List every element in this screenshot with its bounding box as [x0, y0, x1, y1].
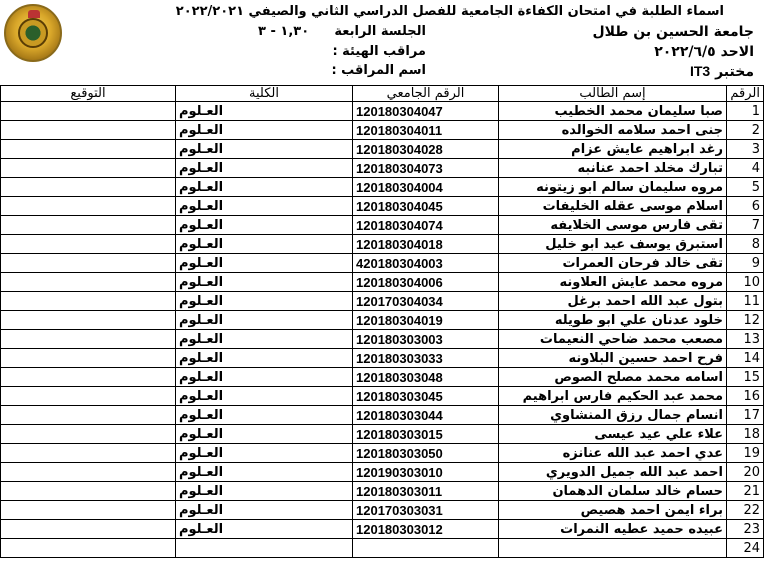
- row-number: 2: [727, 121, 764, 140]
- table-row: [1, 520, 764, 539]
- col-name-header: إسم الطالب: [499, 86, 727, 102]
- student-name: تبارك مخلد احمد عنانبه: [499, 159, 727, 178]
- student-name: تقى فارس موسى الخلايفه: [499, 216, 727, 235]
- faculty-cell: العـلوم: [176, 292, 353, 311]
- student-name: احمد عبد الله جميل الدويري: [499, 463, 727, 482]
- faculty-cell: [176, 539, 353, 558]
- signature-cell: [1, 140, 176, 159]
- table-row: [1, 102, 764, 121]
- signature-cell: [1, 235, 176, 254]
- faculty-cell: العـلوم: [176, 368, 353, 387]
- signature-cell: [1, 406, 176, 425]
- student-id: 120180304045: [353, 197, 499, 216]
- row-number: 9: [727, 254, 764, 273]
- table-row: [1, 216, 764, 235]
- student-name: مصعب محمد ضاحي النعيمات: [499, 330, 727, 349]
- table-row: [1, 387, 764, 406]
- table-row: [1, 349, 764, 368]
- student-name: خلود عدنان علي ابو طويله: [499, 311, 727, 330]
- student-name: اسامه محمد مصلح الصوص: [499, 368, 727, 387]
- col-id-header: الرقم الجامعي: [353, 86, 499, 102]
- signature-cell: [1, 425, 176, 444]
- row-number: 20: [727, 463, 764, 482]
- row-number: 3: [727, 140, 764, 159]
- faculty-cell: العـلوم: [176, 330, 353, 349]
- col-faculty-header: الكلية: [176, 86, 353, 102]
- student-id: 120180304047: [353, 102, 499, 121]
- signature-cell: [1, 197, 176, 216]
- table-row: [1, 425, 764, 444]
- student-id: 120180304018: [353, 235, 499, 254]
- student-id: 120180304073: [353, 159, 499, 178]
- table-row: [1, 254, 764, 273]
- student-id: 120170304034: [353, 292, 499, 311]
- proctor-name-label: اسم المراقب :: [331, 63, 426, 78]
- session-time: ١,٣٠ - ٣: [258, 24, 310, 39]
- student-id: 120180304006: [353, 273, 499, 292]
- table-row: [1, 235, 764, 254]
- faculty-cell: العـلوم: [176, 102, 353, 121]
- row-number: 24: [727, 539, 764, 558]
- student-id: 120180303045: [353, 387, 499, 406]
- row-number: 16: [727, 387, 764, 406]
- table-row: [1, 159, 764, 178]
- row-number: 12: [727, 311, 764, 330]
- table-header-row: [1, 86, 764, 102]
- student-id: [353, 539, 499, 558]
- student-name: جنى احمد سلامه الخوالده: [499, 121, 727, 140]
- session-label: الجلسة الرابعة: [334, 24, 426, 39]
- faculty-cell: العـلوم: [176, 482, 353, 501]
- table-row: [1, 444, 764, 463]
- student-id: 120180304074: [353, 216, 499, 235]
- student-id: 120180304028: [353, 140, 499, 159]
- row-number: 14: [727, 349, 764, 368]
- student-name: اسلام موسى عقله الخليفات: [499, 197, 727, 216]
- faculty-cell: العـلوم: [176, 121, 353, 140]
- signature-cell: [1, 387, 176, 406]
- row-number: 1: [727, 102, 764, 121]
- student-id: 120180303011: [353, 482, 499, 501]
- student-name: عدي احمد عبد الله عنانزه: [499, 444, 727, 463]
- student-name: محمد عبد الحكيم فارس ابراهيم: [499, 387, 727, 406]
- table-row: [1, 482, 764, 501]
- faculty-cell: العـلوم: [176, 140, 353, 159]
- row-number: 11: [727, 292, 764, 311]
- student-name: مروه سليمان سالم ابو زيتونه: [499, 178, 727, 197]
- signature-cell: [1, 368, 176, 387]
- signature-cell: [1, 273, 176, 292]
- lab-code: IT3: [689, 63, 711, 79]
- faculty-cell: العـلوم: [176, 178, 353, 197]
- student-id: 120180303033: [353, 349, 499, 368]
- signature-cell: [1, 159, 176, 178]
- table-row: [1, 292, 764, 311]
- table-row: [1, 197, 764, 216]
- lab-prefix: مختبر: [715, 64, 754, 80]
- student-name: تقى خالد فرحان العمرات: [499, 254, 727, 273]
- row-number: 21: [727, 482, 764, 501]
- table-row: [1, 121, 764, 140]
- faculty-cell: العـلوم: [176, 197, 353, 216]
- row-number: 18: [727, 425, 764, 444]
- col-signature-header: التوقيع: [1, 86, 176, 102]
- signature-cell: [1, 216, 176, 235]
- student-id: 120180304019: [353, 311, 499, 330]
- student-id: 120170303031: [353, 501, 499, 520]
- faculty-cell: العـلوم: [176, 235, 353, 254]
- faculty-cell: العـلوم: [176, 254, 353, 273]
- student-name: براء ايمن احمد هصيص: [499, 501, 727, 520]
- faculty-cell: العـلوم: [176, 406, 353, 425]
- student-name: انسام جمال رزق المنشاوي: [499, 406, 727, 425]
- student-id: 120180303050: [353, 444, 499, 463]
- faculty-cell: العـلوم: [176, 387, 353, 406]
- student-name: صبا سليمان محمد الخطيب: [499, 102, 727, 121]
- document-title: اسماء الطلبة في امتحان الكفاءة الجامعية للفصل الدراسي الثاني والصيفي ٢٠٢٢/٢٠٢١: [175, 4, 724, 19]
- student-id: 120180303048: [353, 368, 499, 387]
- row-number: 19: [727, 444, 764, 463]
- signature-cell: [1, 311, 176, 330]
- student-name: استبرق يوسف عيد ابو خليل: [499, 235, 727, 254]
- signature-cell: [1, 292, 176, 311]
- student-name: حسام خالد سلمان الدهمان: [499, 482, 727, 501]
- row-number: 15: [727, 368, 764, 387]
- student-id: 120180303003: [353, 330, 499, 349]
- faculty-cell: العـلوم: [176, 425, 353, 444]
- supervisor-label: مراقب الهيئة :: [332, 44, 426, 59]
- faculty-cell: العـلوم: [176, 311, 353, 330]
- faculty-cell: العـلوم: [176, 349, 353, 368]
- signature-cell: [1, 330, 176, 349]
- row-number: 6: [727, 197, 764, 216]
- faculty-cell: العـلوم: [176, 463, 353, 482]
- university-name: جامعة الحسين بن طلال: [592, 24, 754, 40]
- faculty-cell: العـلوم: [176, 520, 353, 539]
- signature-cell: [1, 102, 176, 121]
- table-row: [1, 311, 764, 330]
- row-number: 13: [727, 330, 764, 349]
- faculty-cell: العـلوم: [176, 501, 353, 520]
- signature-cell: [1, 463, 176, 482]
- student-id: 120180304011: [353, 121, 499, 140]
- faculty-cell: العـلوم: [176, 444, 353, 463]
- university-seal-icon: [4, 4, 62, 62]
- student-name: بتول عبد الله احمد برغل: [499, 292, 727, 311]
- student-name: عبيده حميد عطيه النمرات: [499, 520, 727, 539]
- student-name: مروه محمد عايش العلاونه: [499, 273, 727, 292]
- row-number: 4: [727, 159, 764, 178]
- table-row: [1, 539, 764, 558]
- signature-cell: [1, 482, 176, 501]
- table-row: [1, 406, 764, 425]
- signature-cell: [1, 520, 176, 539]
- student-name: علاء علي عيد عيسى: [499, 425, 727, 444]
- row-number: 8: [727, 235, 764, 254]
- student-name: [499, 539, 727, 558]
- students-table: [0, 85, 764, 558]
- student-name: رغد ابراهيم عايش عزام: [499, 140, 727, 159]
- faculty-cell: العـلوم: [176, 216, 353, 235]
- student-id: 120180303015: [353, 425, 499, 444]
- faculty-cell: العـلوم: [176, 159, 353, 178]
- lab-label: [690, 63, 754, 80]
- student-id: 420180304003: [353, 254, 499, 273]
- table-row: [1, 501, 764, 520]
- student-id: 120180303044: [353, 406, 499, 425]
- row-number: 22: [727, 501, 764, 520]
- row-number: 5: [727, 178, 764, 197]
- table-row: [1, 330, 764, 349]
- signature-cell: [1, 501, 176, 520]
- student-id: 120180303012: [353, 520, 499, 539]
- faculty-cell: العـلوم: [176, 273, 353, 292]
- student-id: 120190303010: [353, 463, 499, 482]
- signature-cell: [1, 121, 176, 140]
- table-row: [1, 273, 764, 292]
- signature-cell: [1, 178, 176, 197]
- row-number: 23: [727, 520, 764, 539]
- row-number: 17: [727, 406, 764, 425]
- col-number-header: الرقم: [727, 86, 764, 102]
- student-name: فرح احمد حسين البلاونه: [499, 349, 727, 368]
- table-row: [1, 463, 764, 482]
- signature-cell: [1, 349, 176, 368]
- row-number: 10: [727, 273, 764, 292]
- table-row: [1, 140, 764, 159]
- table-row: [1, 368, 764, 387]
- row-number: 7: [727, 216, 764, 235]
- signature-cell: [1, 444, 176, 463]
- table-row: [1, 178, 764, 197]
- student-id: 120180304004: [353, 178, 499, 197]
- signature-cell: [1, 539, 176, 558]
- signature-cell: [1, 254, 176, 273]
- exam-date: الاحد ٢٠٢٢/٦/٥: [654, 44, 754, 60]
